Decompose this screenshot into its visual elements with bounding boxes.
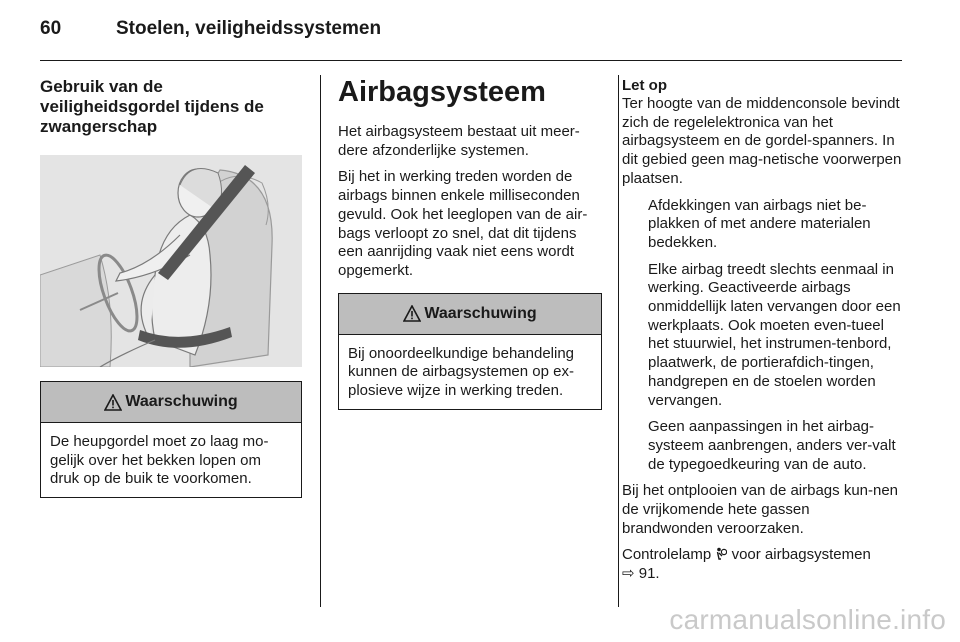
section-heading: Gebruik van de veiligheidsgordel tijdens de zwangerschap: [40, 77, 264, 136]
right-column: [622, 77, 904, 584]
section-title: Airbagsysteem: [338, 76, 546, 108]
pregnant-seatbelt-illustration: [40, 155, 302, 367]
warning-title: Waarschuwing: [424, 304, 537, 322]
watermark: carmanualsonline.info: [669, 604, 946, 635]
note-label: Let op: [622, 77, 667, 94]
column-divider: [618, 75, 619, 607]
warning-text: Bij onoordeelkundige behandeling kunnen de airbagsystemen op ex-plosieve wijze in werking treden.: [348, 344, 575, 400]
note-paragraph: Geen aanpassingen in het airbag-systeem aanbrengen, anders ver-valt de typegoedkeuring van de auto.: [648, 418, 896, 473]
running-title: Stoelen, veiligheidssystemen: [116, 18, 382, 39]
paragraph-text: Controlelamp: [622, 546, 712, 564]
page-number: 60: [40, 18, 62, 39]
note-paragraph: Afdekkingen van airbags niet be-plakken of met andere materialen bedekken.: [648, 196, 871, 251]
note-paragraph: Elke airbag treedt slechts eenmaal in werking. Geactiveerde airbags onmiddellijk laten vervangen door een werkplaats. Ook moeten even-tueel het stuurwiel, het instrumen-tenbord, plaatwerk, de portierafdich-tingen, handgrepen en de stoelen worden vervangen.: [648, 260, 901, 409]
warning-body: [41, 423, 301, 497]
page-reference-icon: ⇨: [622, 565, 635, 583]
column-divider: [320, 75, 321, 607]
warning-triangle-icon: [104, 394, 122, 411]
paragraph-text: voor airbagsystemen: [731, 546, 871, 564]
warning-title: Waarschuwing: [125, 393, 238, 410]
warning-box: [40, 381, 302, 498]
warning-header: [339, 294, 601, 335]
warning-header: [41, 382, 301, 423]
warning-box: [338, 293, 602, 410]
left-column: [40, 77, 304, 498]
page-reference[interactable]: 91.: [638, 565, 660, 583]
airbag-warning-light-icon: [715, 547, 727, 561]
warning-text: De heupgordel moet zo laag mo-gelijk over het bekken lopen om druk op de buik te voorkomen.: [50, 433, 269, 488]
paragraph: Bij het ontplooien van de airbags kun-nen de vrijkomende hete gassen brandwonden veroorzaken.: [622, 482, 899, 537]
paragraph: [622, 546, 904, 583]
warning-body: [339, 335, 601, 409]
warning-triangle-icon: [403, 305, 421, 322]
paragraph: Bij het in werking treden worden de airbags binnen enkele milliseconden gevuld. Ook het leeglopen van de air-bags verloopt zo snel, dat dit tijdens een aanrijding vaak niet eens wordt opgemerkt.: [338, 168, 588, 279]
middle-column: [338, 77, 602, 410]
paragraph: Het airbagsysteem bestaat uit meer-dere afzonderlijke systemen.: [338, 123, 580, 159]
header-rule: [40, 60, 902, 61]
note-paragraph: Ter hoogte van de middenconsole bevindt zich de regelelektronica van het airbagsysteem en de gordel-spanners. In dit gebied geen mag-netische voorwerpen plaatsen.: [622, 95, 902, 187]
